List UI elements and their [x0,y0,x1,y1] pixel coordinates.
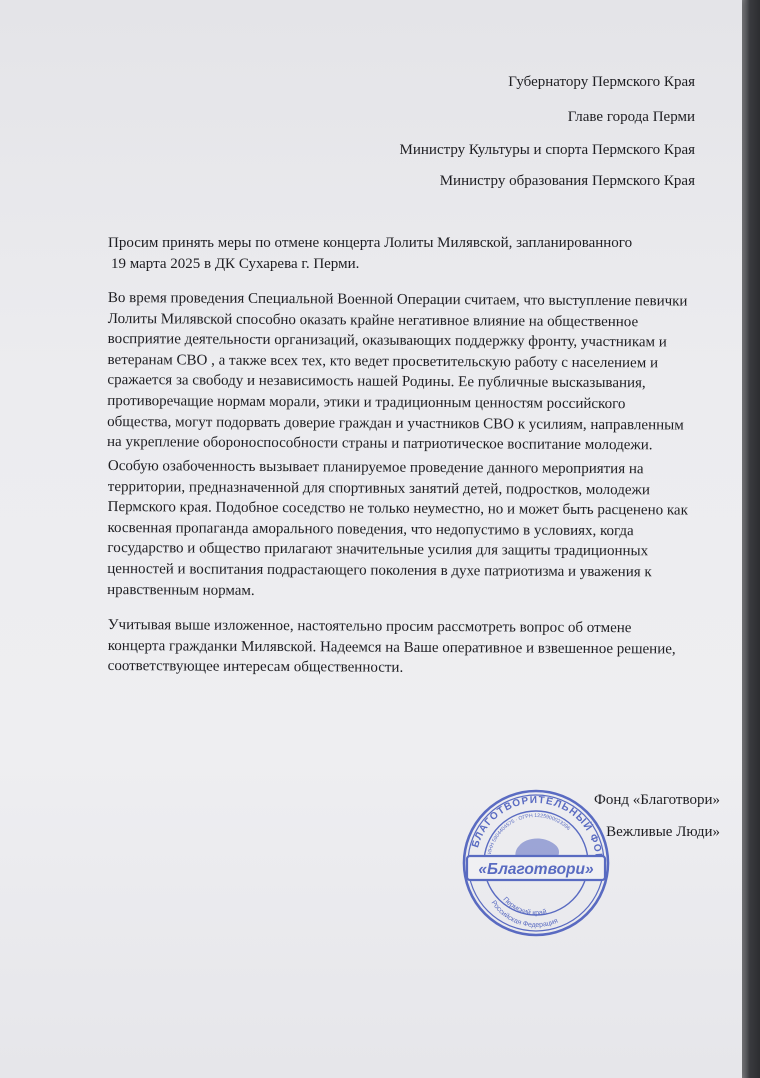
paragraph-line: нравственным нормам. [107,581,255,599]
addressee-governor: Губернатору Пермского Края [508,74,695,90]
paragraph-line: на укрепление обороноспособности страны и патриотическое воспитание молодежи. [107,434,653,454]
addressee-culture-minister: Министру Культуры и спорта Пермского Края [399,142,695,158]
paragraph-line: Во время проведения Специальной Военной Операции считаем, что выступление певички [107,289,688,310]
paragraph-line: территории, предназначенной для спортивных занятий детей, подростков, молодежи [107,478,650,498]
addressee-city-head: Главе города Перми [567,109,695,125]
stamp-name-ribbon [467,856,605,880]
paragraph-1 [107,288,726,457]
stamp-center-name: «Благотвори» [478,861,594,878]
paragraph-line: Пермского края. Подобное соседство не только неуместно, но и может быть расценено как [107,499,688,519]
fund-seal-stamp [461,788,611,938]
stamp-inn-text: ИНН 5904404575 · ОГРН 1225900023396 [486,812,572,855]
stamp-outer-text: БЛАГОТВОРИТЕЛЬНЫЙ ФО [470,794,604,855]
paragraph-line: Особую озабоченность вызывает планируемое проведение данного мероприятия на [107,457,644,478]
paragraph-line: ценностей и воспитания подрастающего поколения в духе патриотизма и уважения к [107,560,652,581]
addressee-education-minister: Министру образования Пермского Края [439,173,695,189]
paragraph-3 [108,615,726,681]
paragraph-line: косвенная пропаганда аморального поведения, что недопустимо в условиях, когда [107,519,634,539]
paragraph-line: государство и общество прилагают значительные усилия для защиты традиционных [107,540,649,560]
paragraph-line: Лолиты Милявской способно оказать крайне негативное влияние на общественное [107,310,639,330]
signature-fund: Фонд «Благотвори» [594,792,720,808]
stamp-region-text: Пермский край [501,896,548,918]
subject-line-2: 19 марта 2025 в ДК Сухарева г. Перми. [111,256,360,272]
paragraph-line: Учитывая выше изложенное, настоятельно просим рассмотреть вопрос об отмене [107,616,632,637]
paragraph-line: восприятие деятельности организаций, оказывающих поддержку фронту, участникам и [107,331,667,351]
stamp-country-text: Российская Федерация [489,899,560,930]
letter-subject [108,233,668,275]
subject-line-1: Просим принять меры по отмене концерта Лолиты Милявской, запланированного [108,235,633,251]
paragraph-2 [107,456,726,604]
paragraph-line: сражается за свободу и независимость нашей Родины. Ее публичные высказывания, [107,372,646,392]
paragraph-line: концерта гражданки Милявской. Надеемся на Ваше оперативное и взвешенное решение, [107,637,676,658]
paragraph-line: противоречащие нормам морали, этики и традиционным ценностям российского [107,392,626,413]
paragraph-line: общества, могут подорвать доверие граждан и участников СВО к усилиям, направленным [107,413,684,434]
paragraph-line: ветеранам СВО , а также всех тех, кто ведет просветительскую работу с населением и [107,351,659,372]
paragraph-line: соответствующее интересам общественности. [107,658,404,676]
signature-polite-people: Вежливые Люди» [606,824,720,840]
